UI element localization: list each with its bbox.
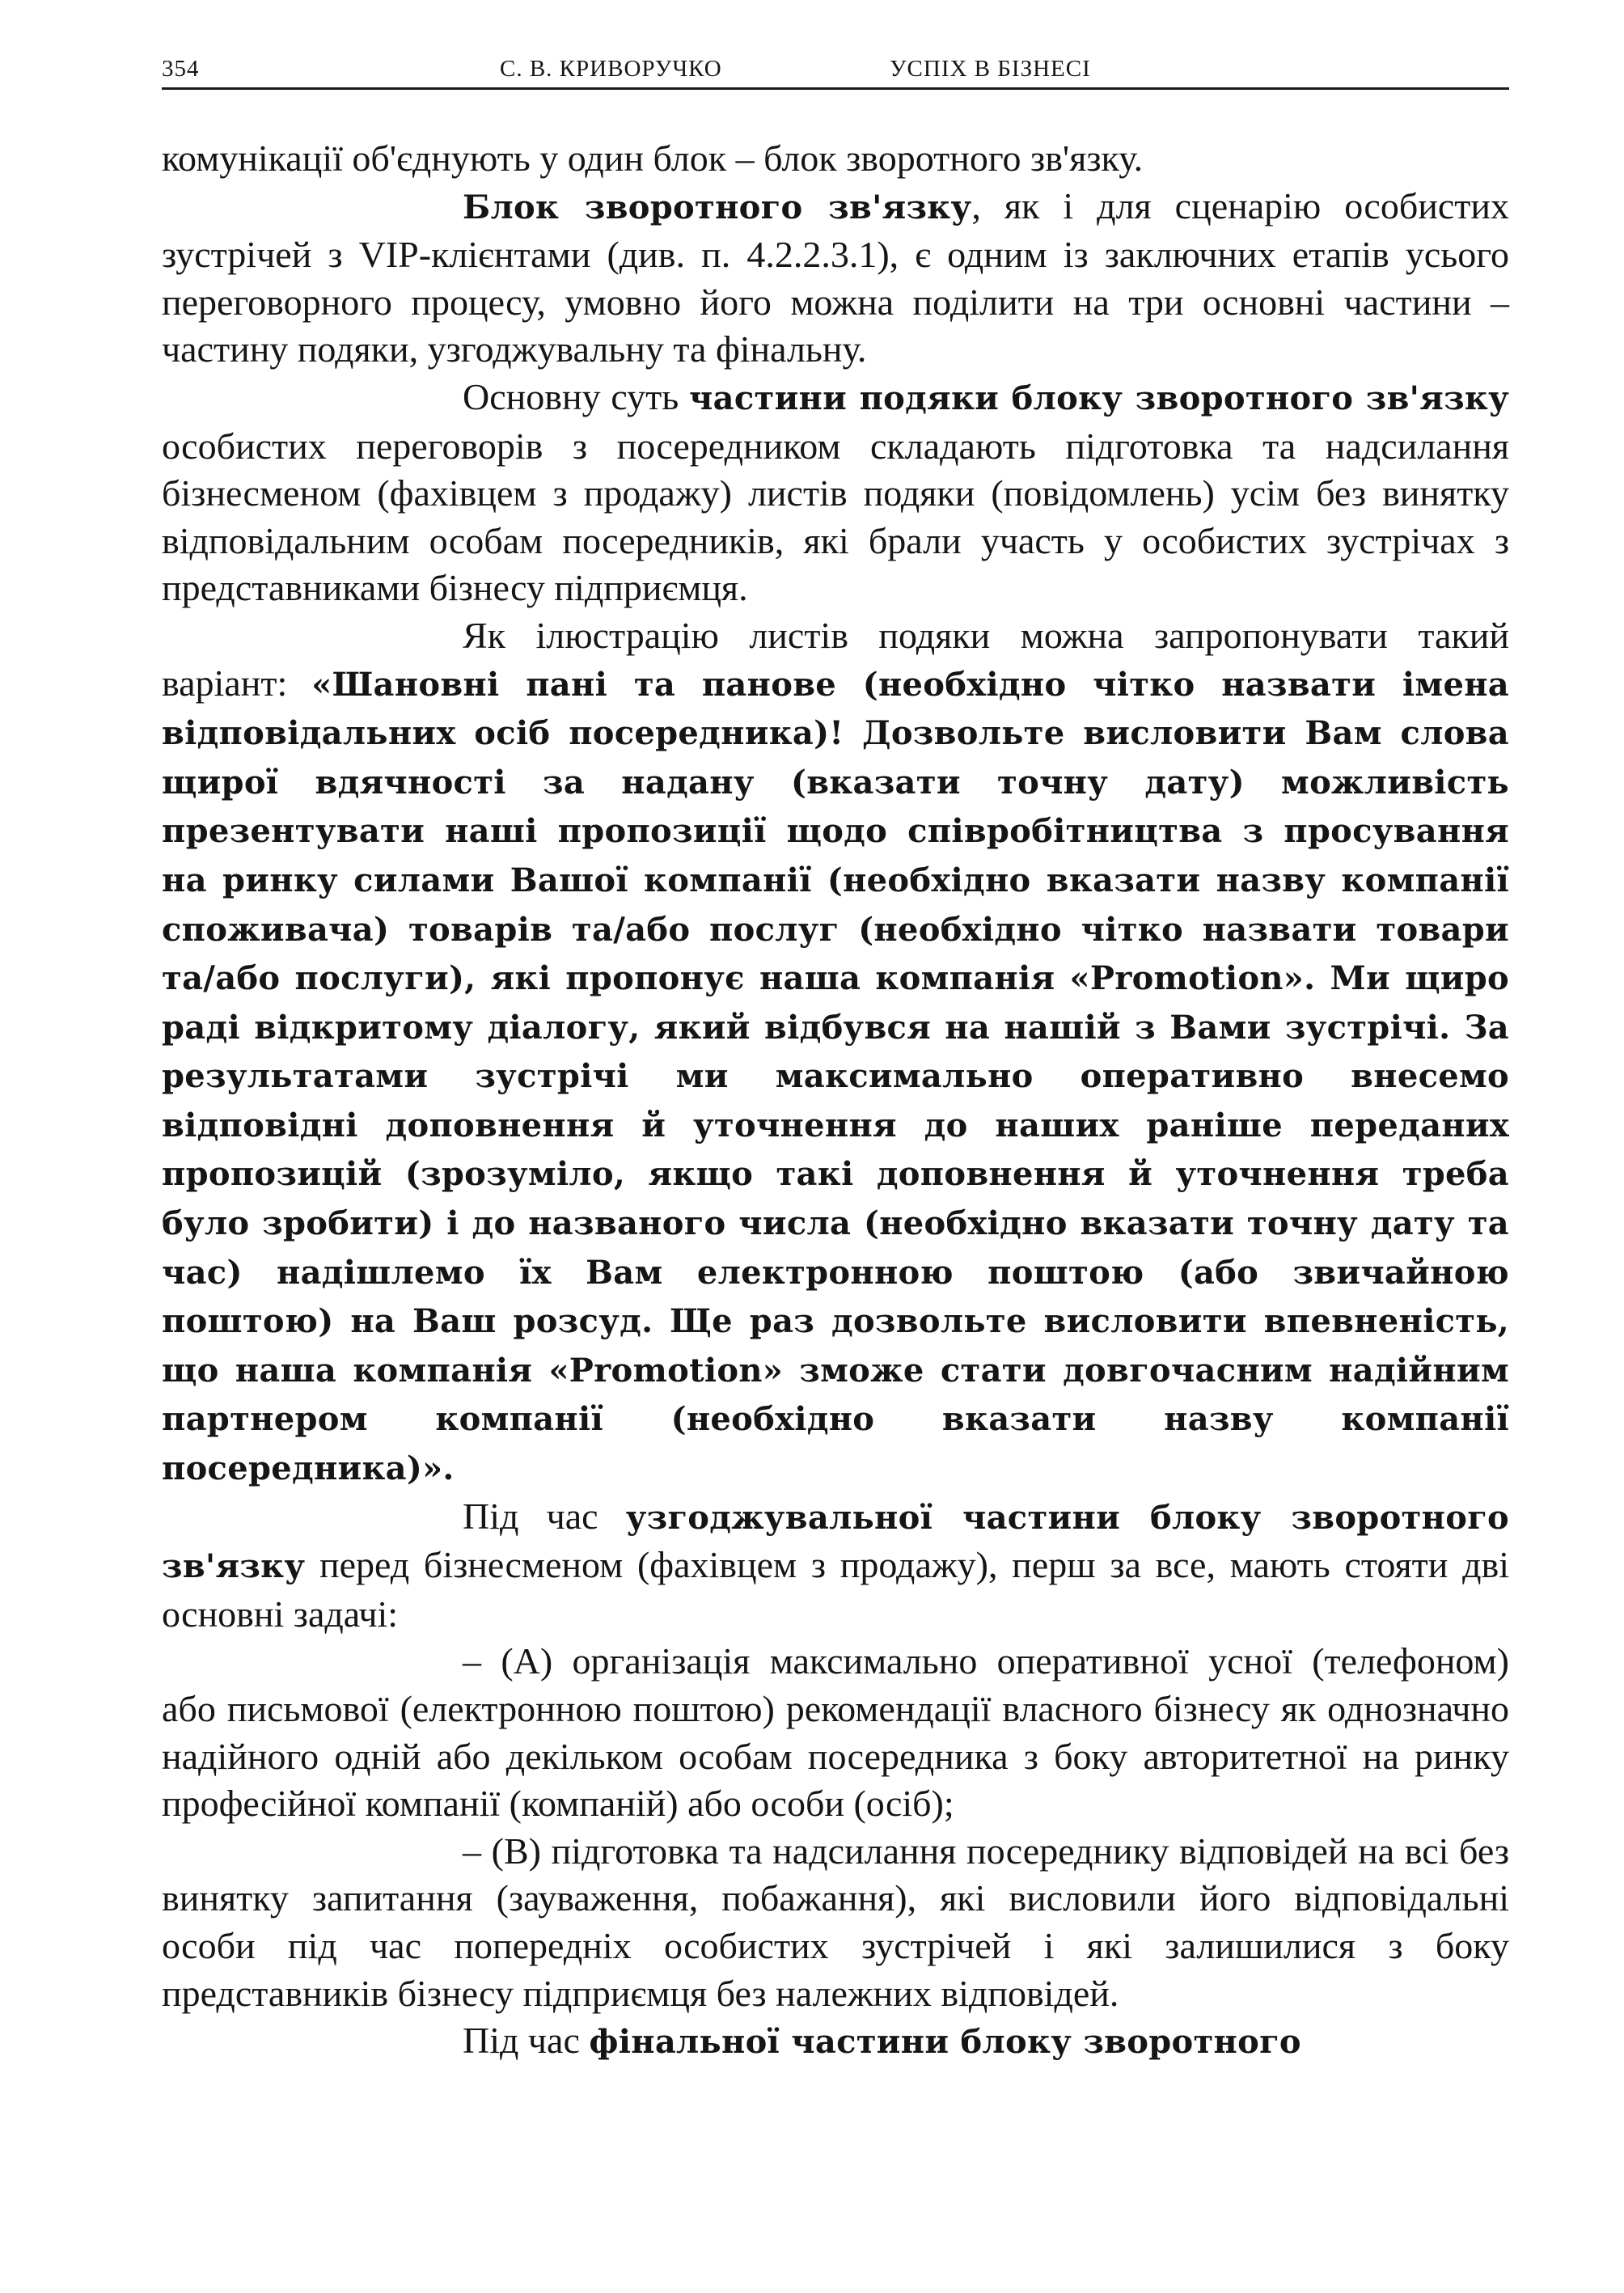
term-final-part: фінальної частини блоку зворотного: [589, 2023, 1301, 2062]
paragraph-8: [162, 2017, 1509, 2067]
paragraph-3: [162, 374, 1509, 612]
paragraph-1: комунікації об'єднують у один блок – блок зворотного зв'язку.: [162, 137, 1144, 179]
paragraph-2: [162, 183, 1509, 374]
paragraph-4-lead: Як ілюстрацію листів подяки можна запропонувати такий варіант:: [162, 614, 1509, 704]
page-body: [162, 135, 1509, 2067]
sample-thank-you-letter: «Шановні пані та панове (необхідно чітко назвати імена відповідальних осіб посередника)! Дозвольте висловити Вам слова щирої вдячності за надану (вказати точну дату) можливість презентувати наші пропозиції щодо співробітництва з просування на ринку силами Вашої компанії (необхідно вказати назву компанії споживача) товарів та/або послуг (необхідно чітко назвати товари та/або послуги), які пропонує наша компанія «Promotion». Ми щиро раді відкритому діалогу, який відбувся на нашій з Вами зустрічі. За результатами зустрічі ми максимально оперативно внесемо відповідні доповнення й уточнення до наших раніше переданих пропозицій (зрозуміло, якщо такі доповнення й уточнення треба було зробити) і до названого числа (необхідно вказати точну дату та час) надішлемо їх Вам електронною поштою (або звичайною поштою) на Ваш розсуд. Ще раз дозвольте висловити впевненість, що наша компанія «Promotion» зможе стати довгочасним надійним партнером компанії (необхідно вказати назву компанії посередника)».: [162, 665, 1509, 1488]
paragraph-3-text: особистих переговорів з посередником складають підготовка та надсилання бізнесменом (фахівцем з продажу) листів подяки (повідомлень) усім без винятку відповідальним особам посередників, які брали участь у особистих зустрічах з представниками бізнесу підприємця.: [162, 425, 1509, 609]
header-book-title: УСПІХ В БІЗНЕСІ: [890, 56, 1091, 82]
page-number: 354: [162, 56, 200, 82]
paragraph-5-text: перед бізнесменом (фахівцем з продажу), перш за все, мають стояти дві основні задачі:: [162, 1544, 1509, 1635]
paragraph-5-lead: Під час: [463, 1495, 626, 1537]
list-item-b: – (B) підготовка та надсилання посереднику відповідей на всі без винятку запитання (зауваження, побажання), які висловили його відповідальні особи під час попередніх особистих зустрічей і які залишилися з боку представників бізнесу підприємця без належних відповідей.: [162, 1830, 1509, 2014]
term-feedback-block: Блок зворотного зв'язку: [463, 188, 972, 226]
term-coordinating-part: узгоджувальної частини блоку зворотного зв'язку: [162, 1498, 1509, 1586]
running-header: [162, 50, 1509, 90]
paragraph-3-lead: Основну суть: [463, 375, 690, 417]
paragraph-8-lead: Під час: [463, 2020, 590, 2062]
term-thanks-part: частини подяки блоку зворотного зв'язку: [689, 379, 1509, 417]
paragraph-4: [162, 612, 1509, 1493]
paragraph-2-text: , як і для сценарію особистих зустрічей з VIP-клієнтами (див. п. 4.2.2.3.1), є одним із заключних етапів усього переговорного процесу, умовно його можна поділити на три основні частини – частину подяки, узгоджувальну та фінальну.: [162, 184, 1510, 370]
header-author: С. В. КРИВОРУЧКО: [500, 56, 722, 82]
book-page: [162, 50, 1509, 2067]
list-item-a: – (A) організація максимально оперативної усної (телефоном) або письмової (електронною поштою) рекомендації власного бізнесу як однозначно надійного одній або декільком особам посередника з боку авторитетної на ринку професійної компанії (компаній) або особи (осіб);: [162, 1640, 1509, 1825]
paragraph-5: [162, 1493, 1509, 1639]
